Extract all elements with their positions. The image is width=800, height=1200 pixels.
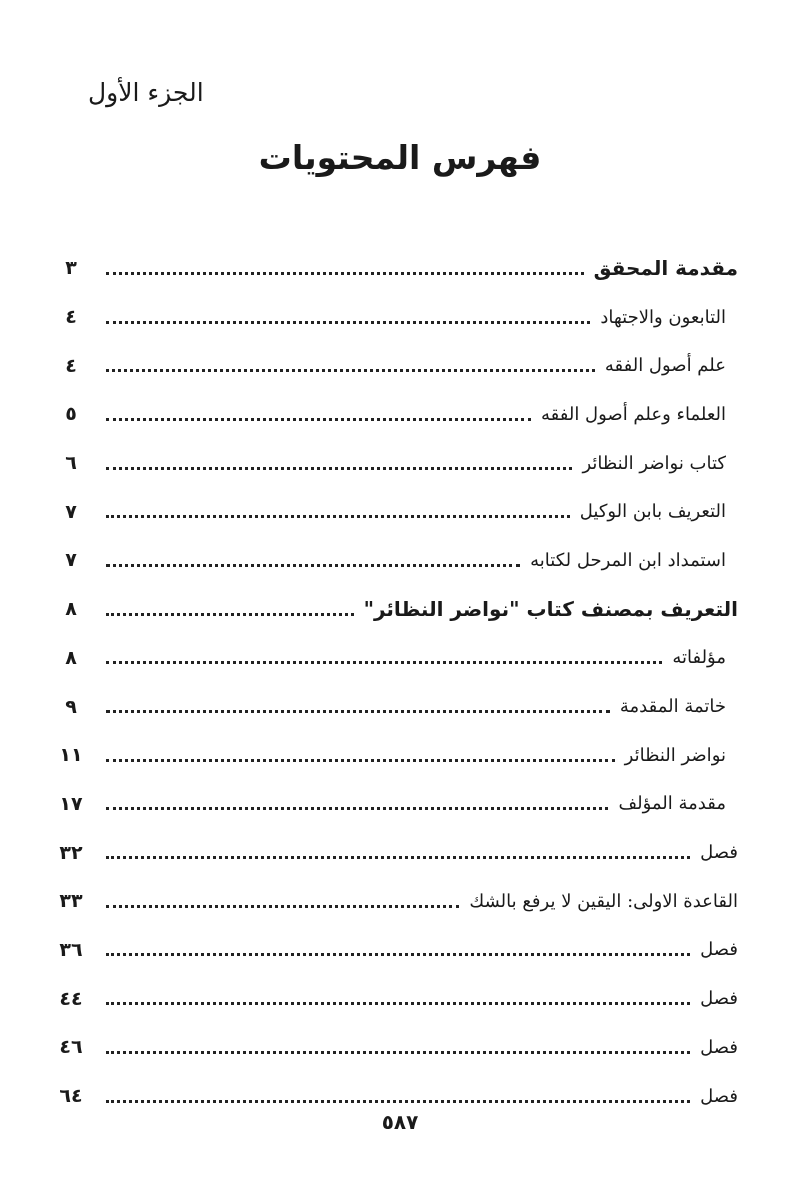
dot-leader bbox=[106, 905, 459, 908]
toc-entry-page: ٤٦ bbox=[59, 1036, 83, 1059]
toc-entry-page: ١٧ bbox=[59, 792, 83, 815]
toc-entry-title: نواضر النظائر bbox=[624, 744, 726, 766]
dot-leader bbox=[106, 272, 584, 275]
page-title: فهرس المحتويات bbox=[258, 138, 542, 177]
toc-entry-page: ٣ bbox=[65, 257, 77, 280]
toc-entry-title: خاتمة المقدمة bbox=[619, 696, 726, 718]
toc-entry bbox=[48, 1023, 738, 1072]
toc-entry-title: التعريف بابن الوكيل bbox=[579, 501, 726, 523]
dot-leader bbox=[106, 1100, 690, 1103]
toc-entry-title: التابعون والاجتهاد bbox=[600, 306, 726, 328]
toc-entry-title: فصل bbox=[700, 939, 738, 961]
toc-entry-page: ٨ bbox=[65, 646, 77, 669]
toc-entry-title: مؤلفاته bbox=[672, 647, 726, 669]
dot-leader bbox=[106, 418, 531, 421]
toc-entry-page: ٣٢ bbox=[59, 841, 83, 864]
toc-entry-page: ٤ bbox=[65, 354, 77, 377]
toc-entry-page: ٧ bbox=[65, 500, 77, 523]
toc-entry bbox=[48, 974, 738, 1023]
toc-entry-page: ٣٦ bbox=[59, 938, 83, 961]
table-of-contents bbox=[48, 244, 738, 1120]
toc-entry-title: القاعدة الاولى: اليقين لا يرفع بالشك bbox=[469, 890, 738, 912]
toc-entry bbox=[48, 293, 738, 342]
dot-leader bbox=[106, 1002, 690, 1005]
toc-entry-page: ٤ bbox=[65, 306, 77, 329]
dot-leader bbox=[106, 807, 608, 810]
toc-entry-page: ٥ bbox=[65, 403, 77, 426]
dot-leader bbox=[106, 1051, 690, 1054]
dot-leader bbox=[106, 321, 590, 324]
toc-entry bbox=[48, 244, 738, 293]
toc-entry bbox=[48, 828, 738, 877]
toc-entry-page: ٦ bbox=[65, 452, 77, 475]
dot-leader bbox=[106, 369, 595, 372]
toc-entry-title: كتاب نواضر النظائر bbox=[582, 452, 726, 474]
toc-entry-title: مقدمة المؤلف bbox=[618, 793, 726, 815]
toc-entry-page: ٧ bbox=[65, 549, 77, 572]
toc-entry bbox=[48, 341, 738, 390]
toc-entry-title: فصل bbox=[700, 988, 738, 1010]
toc-entry bbox=[48, 780, 738, 829]
toc-entry bbox=[48, 877, 738, 926]
dot-leader bbox=[106, 515, 570, 518]
toc-entry-page: ٩ bbox=[65, 695, 77, 718]
toc-entry bbox=[48, 536, 738, 585]
page-number: ٥٨٧ bbox=[381, 1110, 419, 1134]
toc-entry-title: العلماء وعلم أصول الفقه bbox=[540, 403, 726, 425]
dot-leader bbox=[106, 710, 610, 713]
dot-leader bbox=[106, 953, 690, 956]
toc-entry-page: ٨ bbox=[65, 598, 77, 621]
toc-entry-title: التعريف بمصنف كتاب "نواضر النظائر" bbox=[363, 597, 738, 622]
volume-label: الجزء الأول bbox=[88, 78, 204, 107]
toc-entry bbox=[48, 585, 738, 634]
toc-entry-title: فصل bbox=[700, 842, 738, 864]
toc-entry bbox=[48, 926, 738, 975]
dot-leader bbox=[106, 613, 354, 616]
toc-entry-page: ٦٤ bbox=[59, 1085, 83, 1108]
toc-entry-page: ٤٤ bbox=[59, 987, 83, 1010]
toc-entry bbox=[48, 390, 738, 439]
dot-leader bbox=[106, 564, 520, 567]
toc-entry-title: علم أصول الفقه bbox=[604, 355, 726, 377]
toc-entry-title: فصل bbox=[700, 1085, 738, 1107]
dot-leader bbox=[106, 661, 662, 664]
dot-leader bbox=[106, 467, 572, 470]
toc-entry-page: ٣٣ bbox=[59, 890, 83, 913]
toc-entry bbox=[48, 634, 738, 683]
toc-entry bbox=[48, 682, 738, 731]
dot-leader bbox=[106, 759, 615, 762]
toc-entry-title: فصل bbox=[700, 1036, 738, 1058]
toc-entry-title: استمداد ابن المرحل لكتابه bbox=[530, 549, 726, 571]
toc-entry bbox=[48, 487, 738, 536]
toc-entry-page: ١١ bbox=[59, 744, 83, 767]
dot-leader bbox=[106, 856, 690, 859]
toc-entry bbox=[48, 731, 738, 780]
toc-entry-title: مقدمة المحقق bbox=[593, 256, 738, 281]
toc-entry bbox=[48, 439, 738, 488]
